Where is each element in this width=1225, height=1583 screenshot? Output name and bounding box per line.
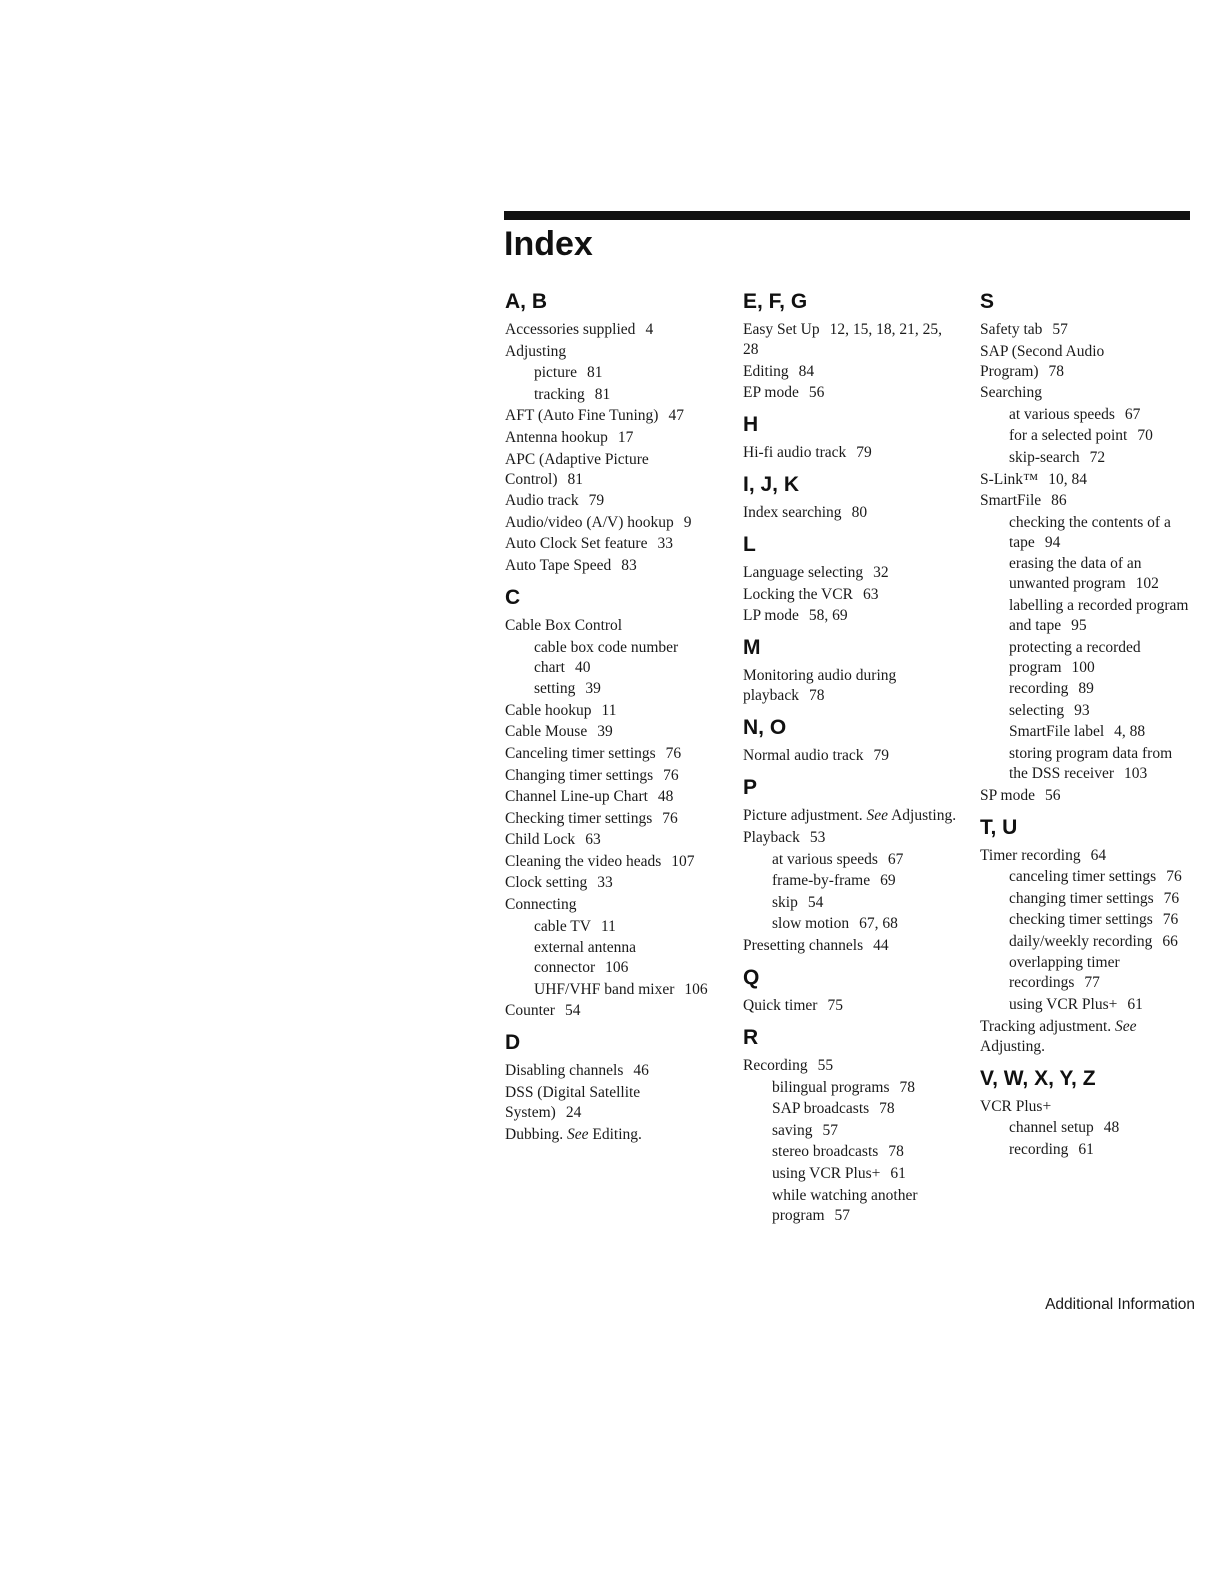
entry-page-number: 56 (808, 384, 825, 402)
entry-page-number: 47 (668, 407, 684, 425)
entry-term: Tracking adjustment. (980, 1017, 1112, 1035)
entry-term: daily/weekly recording (1009, 932, 1153, 950)
index-entry (743, 320, 958, 360)
index-subentry (505, 980, 720, 1000)
index-subentry (980, 638, 1190, 678)
entry-page-number: 39 (585, 680, 601, 698)
entry-page-number: 70 (1137, 427, 1153, 445)
entry-page-number: 102 (1135, 575, 1159, 593)
entry-term: Editing (743, 362, 789, 380)
entry-page-number: 78 (899, 1078, 916, 1096)
entry-page-number: 78 (808, 687, 825, 705)
entry-term: Timer recording (980, 846, 1081, 864)
index-entry (980, 1017, 1190, 1057)
entry-term: cable box code number chart (534, 638, 679, 676)
entry-term: selecting (1009, 701, 1065, 719)
entry-term: Auto Tape Speed (505, 556, 612, 574)
index-entry (743, 936, 958, 956)
index-subentry (980, 701, 1190, 721)
index-entry (505, 320, 720, 340)
index-letter-heading: P (743, 776, 758, 800)
index-section (980, 290, 1190, 806)
index-subentry (980, 426, 1190, 446)
index-entry (743, 1056, 958, 1076)
index-entry (505, 873, 720, 893)
entry-page-number: 12, 15, 18, 21, 25, 28 (743, 321, 943, 358)
entry-term: Presetting channels (743, 936, 864, 954)
index-subentry (743, 1121, 958, 1141)
index-subentry (980, 679, 1190, 699)
entry-term: SP mode (980, 786, 1035, 804)
index-entry (980, 491, 1190, 511)
index-entry (505, 616, 720, 636)
page-title: Index (504, 225, 593, 263)
entry-term: Locking the VCR (743, 585, 853, 603)
entry-term: Picture adjustment. (743, 807, 863, 825)
entry-page-number: 81 (587, 364, 603, 382)
index-subentry (980, 1140, 1190, 1160)
entry-term: Cable Mouse (505, 723, 588, 741)
entry-term: checking timer settings (1009, 911, 1153, 929)
entry-page-number: 53 (809, 828, 826, 846)
see-reference-target: Editing. (592, 1125, 642, 1143)
index-subentry (743, 914, 958, 934)
index-entry (743, 996, 958, 1016)
index-subentry (980, 596, 1190, 636)
entry-term: Index searching (743, 504, 842, 522)
entry-page-number: 10, 84 (1048, 470, 1087, 488)
entry-page-number: 57 (822, 1121, 838, 1139)
entry-term: Recording (743, 1056, 808, 1074)
entry-page-number: 63 (585, 831, 601, 849)
entry-term: Easy Set Up (743, 321, 820, 338)
entry-page-number: 58, 69 (808, 607, 848, 625)
entry-term: Cable Box Control (505, 616, 623, 634)
entry-term: Connecting (505, 896, 577, 914)
entry-term: S-Link™ (980, 470, 1039, 488)
index-section (743, 533, 958, 626)
index-letter-heading: H (743, 413, 759, 437)
index-subentry (980, 1118, 1190, 1138)
index-entry (743, 806, 958, 826)
index-section (505, 586, 720, 1022)
index-entry (505, 450, 720, 490)
entry-term: labelling a recorded program and tape (1009, 596, 1189, 634)
entry-page-number: 100 (1071, 658, 1095, 676)
entry-page-number: 11 (600, 917, 616, 935)
entry-page-number: 81 (594, 385, 611, 403)
index-subentry (980, 889, 1190, 909)
index-subentry (980, 554, 1190, 594)
entry-term: Checking timer settings (505, 809, 653, 827)
entry-term: Playback (743, 828, 800, 846)
see-reference-target: Adjusting. (891, 807, 957, 825)
entry-term: Channel Line-up Chart (505, 788, 648, 806)
entry-page-number: 54 (807, 893, 824, 911)
entry-page-number: 78 (1048, 362, 1065, 380)
index-entry (980, 320, 1190, 340)
index-subentry (505, 638, 720, 678)
entry-term: using VCR Plus+ (772, 1164, 881, 1182)
entry-page-number: 48 (657, 788, 674, 806)
index-entry (505, 809, 720, 829)
entry-page-number: 56 (1044, 786, 1061, 804)
index-letter-heading: L (743, 533, 756, 557)
index-entry (743, 563, 958, 583)
entry-page-number: 55 (817, 1056, 834, 1074)
see-reference-label: See (567, 1125, 589, 1143)
entry-page-number: 80 (851, 504, 868, 522)
index-entry (505, 722, 720, 742)
entry-term: recording (1009, 1140, 1069, 1158)
index-letter-heading: Q (743, 965, 760, 989)
index-letter-heading: T, U (980, 815, 1018, 839)
index-entry (505, 830, 720, 850)
index-section (505, 290, 720, 576)
entry-term: Changing timer settings (505, 766, 654, 784)
index-entry (505, 895, 720, 915)
entry-term: VCR Plus+ (980, 1097, 1052, 1115)
entry-page-number: 76 (1163, 889, 1180, 907)
entry-term: SmartFile (980, 492, 1042, 510)
index-entry (743, 585, 958, 605)
entry-term: stereo broadcasts (772, 1143, 879, 1161)
index-subentry (743, 1078, 958, 1098)
entry-term: Dubbing. (505, 1125, 564, 1143)
entry-term: Language selecting (743, 564, 864, 582)
index-subentry (980, 910, 1190, 930)
entry-page-number: 9 (683, 513, 692, 531)
index-subentry (980, 867, 1190, 887)
entry-term: Normal audio track (743, 747, 864, 765)
index-entry (505, 852, 720, 872)
index-letter-heading: M (743, 636, 761, 660)
entry-page-number: 95 (1071, 616, 1087, 634)
entry-term: Clock setting (505, 874, 588, 892)
entry-term: at various speeds (1009, 405, 1115, 423)
entry-term: Hi-fi audio track (743, 444, 847, 462)
index-entry (743, 362, 958, 382)
entry-page-number: 4 (645, 321, 654, 338)
entry-term: protecting a recorded program (1009, 638, 1141, 676)
entry-term: SmartFile label (1009, 723, 1105, 741)
entry-term: skip-search (1009, 448, 1080, 466)
entry-term: Child Lock (505, 831, 576, 849)
index-section (980, 1067, 1190, 1160)
index-subentry (505, 938, 720, 978)
entry-page-number: 106 (605, 959, 629, 977)
index-column-3 (980, 290, 1190, 1170)
index-section (980, 816, 1190, 1057)
index-subentry (980, 744, 1190, 784)
index-entry (505, 744, 720, 764)
entry-page-number: 79 (588, 492, 605, 510)
index-letter-heading: A, B (505, 290, 547, 313)
index-entry (980, 342, 1190, 382)
entry-page-number: 24 (565, 1104, 582, 1122)
entry-page-number: 57 (1052, 321, 1068, 338)
index-subentry (980, 448, 1190, 468)
entry-page-number: 69 (880, 872, 896, 890)
entry-page-number: 57 (834, 1206, 851, 1224)
entry-term: using VCR Plus+ (1009, 996, 1118, 1014)
entry-page-number: 33 (657, 535, 673, 553)
entry-term: Quick timer (743, 996, 818, 1014)
index-section (743, 413, 958, 463)
entry-term: Adjusting (505, 342, 567, 360)
index-letter-heading: N, O (743, 716, 787, 740)
entry-page-number: 79 (856, 444, 872, 462)
index-entry (980, 383, 1190, 403)
index-subentry (743, 893, 958, 913)
entry-term: Cable hookup (505, 701, 592, 719)
entry-page-number: 4, 88 (1114, 723, 1146, 741)
entry-term: at various speeds (772, 850, 878, 868)
entry-page-number: 40 (574, 658, 591, 676)
index-section (743, 966, 958, 1016)
entry-term: tracking (534, 385, 585, 403)
index-subentry (505, 679, 720, 699)
entry-page-number: 48 (1103, 1119, 1120, 1137)
entry-term: SAP broadcasts (772, 1100, 870, 1118)
entry-page-number: 77 (1084, 974, 1100, 992)
entry-page-number: 76 (665, 744, 682, 762)
entry-page-number: 83 (621, 556, 637, 574)
index-subentry (980, 405, 1190, 425)
index-section (743, 716, 958, 766)
entry-term: storing program data from the DSS receiver (1009, 744, 1173, 782)
index-subentry (505, 363, 720, 383)
entry-term: EP mode (743, 384, 799, 402)
index-column-1 (505, 290, 720, 1155)
index-subentry (505, 917, 720, 937)
entry-term: APC (Adaptive Picture Control) (505, 450, 649, 488)
entry-page-number: 54 (564, 1002, 581, 1020)
index-entry (743, 443, 958, 463)
entry-page-number: 94 (1044, 533, 1061, 551)
entry-term: Auto Clock Set feature (505, 535, 648, 553)
entry-term: channel setup (1009, 1119, 1094, 1137)
index-entry (505, 513, 720, 533)
entry-page-number: 106 (684, 980, 708, 998)
index-section (505, 1031, 720, 1144)
index-section (743, 1026, 958, 1226)
index-subentry (743, 1142, 958, 1162)
entry-term: Searching (980, 384, 1042, 402)
index-entry (505, 491, 720, 511)
entry-term: picture (534, 364, 578, 382)
entry-page-number: 93 (1074, 701, 1090, 719)
entry-term: Safety tab (980, 321, 1043, 338)
index-letter-heading: R (743, 1025, 759, 1049)
entry-term: setting (534, 680, 576, 698)
index-entry (505, 556, 720, 576)
entry-term: frame-by-frame (772, 872, 871, 890)
entry-term: changing timer settings (1009, 889, 1154, 907)
see-reference-label: See (866, 807, 889, 825)
entry-term: overlapping timer recordings (1009, 954, 1120, 992)
entry-page-number: 89 (1078, 680, 1094, 698)
entry-page-number: 76 (1166, 868, 1182, 886)
index-subentry (743, 1186, 958, 1226)
entry-page-number: 76 (663, 766, 679, 784)
index-subentry (505, 385, 720, 405)
index-entry (980, 1097, 1190, 1117)
index-entry (743, 606, 958, 626)
index-entry (743, 383, 958, 403)
index-entry (505, 428, 720, 448)
entry-term: Disabling channels (505, 1062, 624, 1080)
index-entry (980, 846, 1190, 866)
entry-term: Canceling timer settings (505, 744, 656, 762)
entry-term: erasing the data of an unwanted program (1009, 555, 1142, 593)
index-letter-heading: V, W, X, Y, Z (980, 1066, 1096, 1090)
index-column-2 (743, 290, 958, 1236)
entry-page-number: 61 (1127, 996, 1143, 1014)
entry-page-number: 61 (1078, 1140, 1094, 1158)
index-entry (743, 746, 958, 766)
entry-page-number: 17 (617, 428, 634, 446)
index-section (743, 776, 958, 956)
entry-page-number: 33 (597, 874, 613, 892)
see-reference-label: See (1115, 1017, 1137, 1035)
entry-term: skip (772, 893, 798, 911)
entry-page-number: 76 (1162, 911, 1179, 929)
entry-term: Antenna hookup (505, 428, 608, 446)
index-entry (743, 828, 958, 848)
entry-page-number: 64 (1090, 846, 1107, 864)
index-entry (980, 470, 1190, 490)
index-entry (505, 1001, 720, 1021)
entry-term: canceling timer settings (1009, 868, 1157, 886)
entry-term: for a selected point (1009, 427, 1128, 445)
index-entry (743, 503, 958, 523)
entry-page-number: 67 (1124, 405, 1141, 423)
entry-term: Audio track (505, 492, 579, 510)
index-entry (505, 787, 720, 807)
entry-term: while watching another program (772, 1186, 918, 1224)
see-reference-target: Adjusting. (980, 1037, 1046, 1055)
entry-page-number: 86 (1051, 492, 1067, 510)
entry-page-number: 78 (879, 1100, 895, 1118)
entry-term: bilingual programs (772, 1078, 890, 1096)
index-subentry (980, 995, 1190, 1015)
entry-term: SAP (Second Audio Program) (980, 342, 1105, 380)
index-letter-heading: S (980, 290, 995, 313)
entry-page-number: 63 (862, 585, 879, 603)
index-entry (743, 666, 958, 706)
entry-page-number: 32 (873, 564, 889, 582)
entry-term: recording (1009, 680, 1069, 698)
index-subentry (980, 953, 1190, 993)
entry-term: cable TV (534, 917, 591, 935)
index-subentry (980, 513, 1190, 553)
index-subentry (980, 932, 1190, 952)
entry-term: Accessories supplied (505, 321, 636, 338)
index-subentry (743, 1164, 958, 1184)
index-entry (505, 1125, 720, 1145)
entry-page-number: 44 (873, 936, 889, 954)
index-entry (980, 786, 1190, 806)
entry-term: Cleaning the video heads (505, 852, 662, 870)
entry-term: LP mode (743, 607, 799, 625)
entry-page-number: 103 (1124, 764, 1148, 782)
index-entry (505, 1083, 720, 1123)
index-section (743, 636, 958, 706)
entry-page-number: 76 (662, 809, 678, 827)
index-letter-heading: E, F, G (743, 290, 808, 313)
entry-term: AFT (Auto Fine Tuning) (505, 407, 659, 425)
index-section (743, 290, 958, 403)
index-subentry (743, 1099, 958, 1119)
index-entry (505, 342, 720, 362)
entry-page-number: 72 (1089, 448, 1106, 466)
index-entry (505, 701, 720, 721)
index-entry (505, 534, 720, 554)
entry-term: Audio/video (A/V) hookup (505, 513, 674, 531)
entry-page-number: 46 (633, 1062, 649, 1080)
entry-term: Counter (505, 1002, 555, 1020)
entry-page-number: 67 (887, 850, 904, 868)
entry-page-number: 61 (890, 1164, 906, 1182)
entry-term: UHF/VHF band mixer (534, 980, 675, 998)
entry-term: saving (772, 1121, 813, 1139)
entry-page-number: 78 (888, 1143, 904, 1161)
entry-page-number: 84 (798, 362, 815, 380)
entry-term: DSS (Digital Satellite System) (505, 1084, 641, 1122)
index-subentry (743, 871, 958, 891)
entry-term: external antenna connector (534, 939, 636, 977)
index-letter-heading: I, J, K (743, 473, 800, 497)
index-section (743, 473, 958, 523)
entry-page-number: 39 (597, 723, 613, 741)
entry-page-number: 67, 68 (859, 915, 898, 933)
entry-term: slow motion (772, 915, 850, 933)
entry-page-number: 81 (567, 470, 584, 488)
entry-page-number: 11 (601, 701, 617, 719)
entry-page-number: 79 (873, 747, 890, 765)
index-entry (505, 1061, 720, 1081)
index-entry (505, 406, 720, 426)
section-footer: Additional Information (1045, 1296, 1195, 1313)
entry-page-number: 107 (671, 852, 695, 870)
entry-term: Monitoring audio during playback (743, 667, 897, 705)
index-subentry (980, 722, 1190, 742)
index-entry (505, 766, 720, 786)
header-rule (504, 211, 1190, 220)
index-subentry (743, 850, 958, 870)
entry-page-number: 66 (1162, 932, 1178, 950)
entry-page-number: 75 (827, 996, 843, 1014)
entry-term: checking the contents of a tape (1009, 513, 1171, 551)
index-letter-heading: C (505, 585, 521, 609)
index-letter-heading: D (505, 1031, 521, 1055)
